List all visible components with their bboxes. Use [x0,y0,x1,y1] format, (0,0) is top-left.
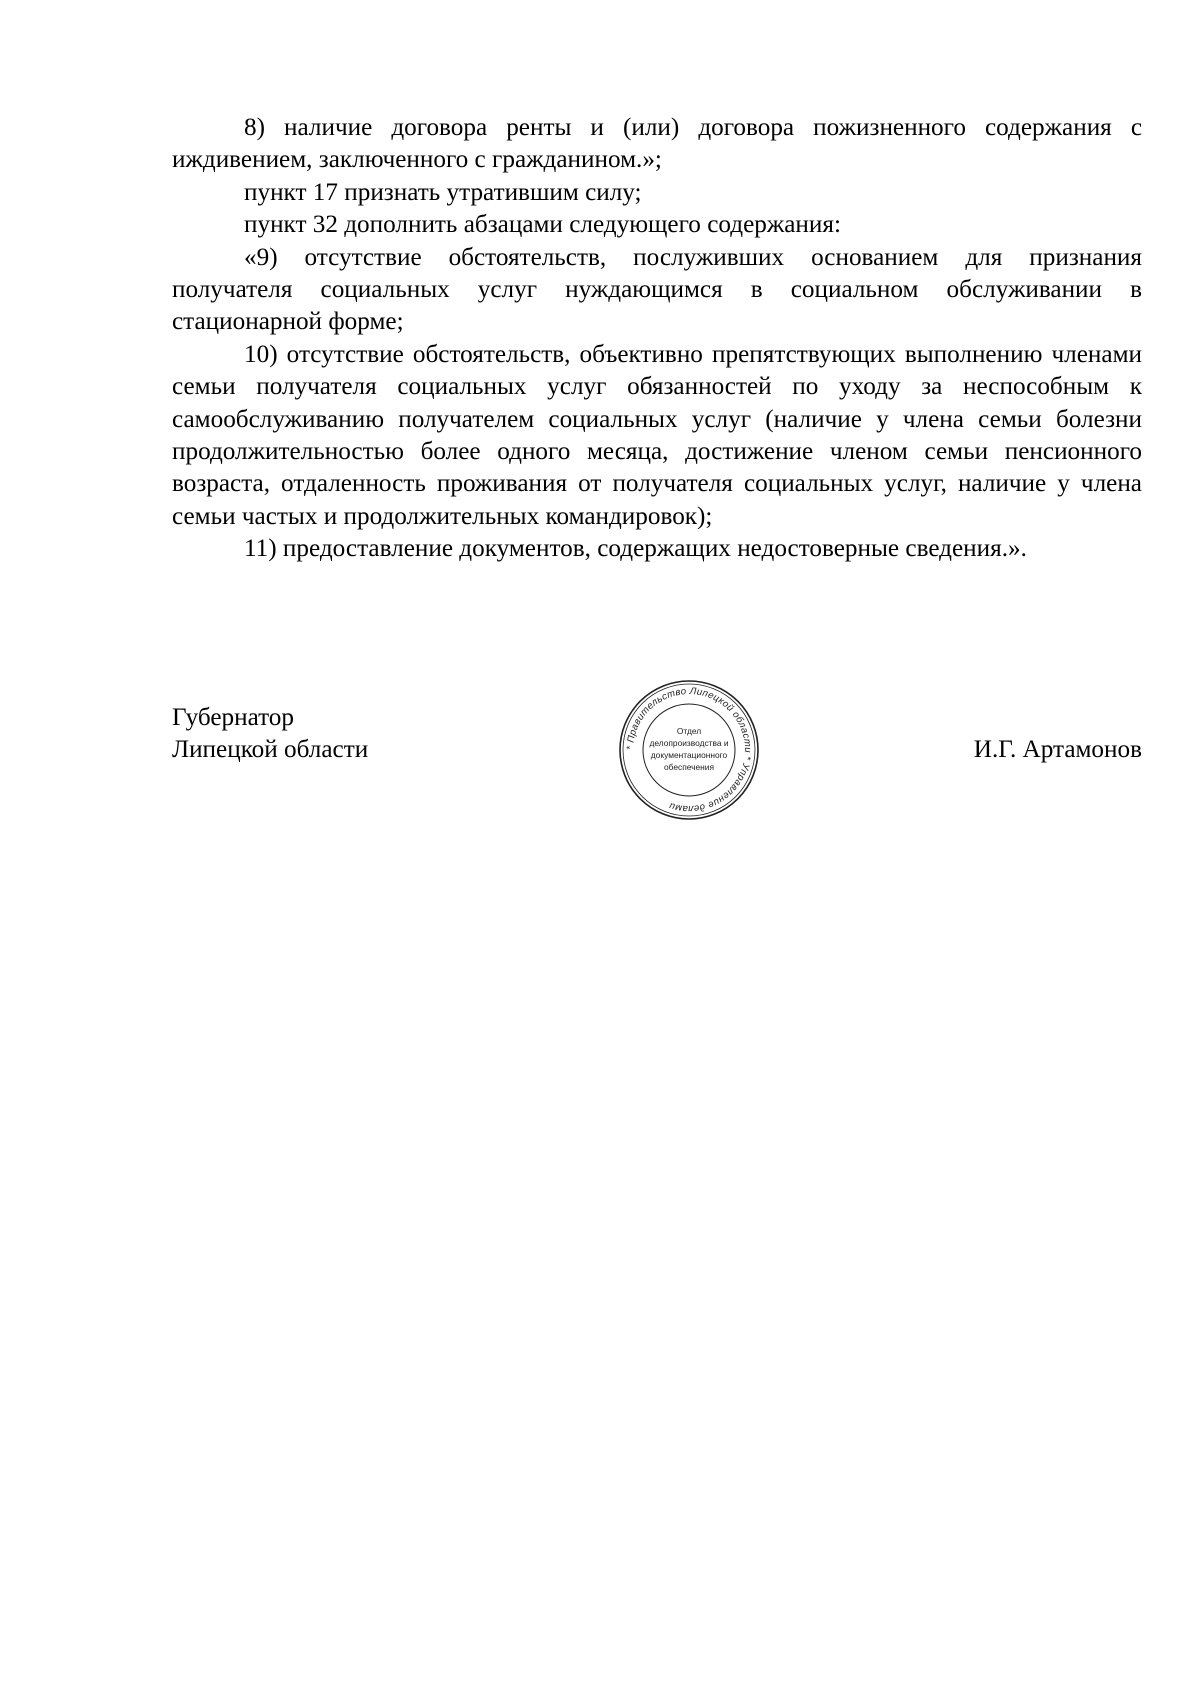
seal-inner-line-4: обеспечения [664,762,714,772]
paragraph-point-32: пункт 32 дополнить абзацами следующего содержания: [244,211,841,239]
document-body [172,112,1142,566]
seal-ring-text: * Правительство Липецкой области * Управление делами [624,685,754,815]
seal-icon [617,678,761,822]
official-seal-stamp [617,678,761,822]
seal-inner-line-3: документационного [650,750,728,760]
signatory-name: И.Г. Артамонов [973,736,1142,763]
paragraph-item-11: 11) предоставление документов, содержащих недостоверные сведения.». [244,535,1027,563]
seal-inner-line-2: делопроизводства и [649,738,729,748]
paragraph-item-10: 10) отсутствие обстоятельств, объективно препятствующих выполнению членами семьи получателя социальных услуг обязанностей по уходу за неспособным к самообслуживанию получателем социальных услуг (наличие у члена семьи болезни продолжительностью более одного месяца, достижение членом семьи пенсионного возраста, отдаленность проживания от получателя социальных услуг, наличие у члена семьи частых и продолжительных командировок); [172,340,1142,530]
paragraph-point-17: пункт 17 признать утратившим силу; [244,178,642,206]
seal-inner-line-1: Отдел [676,726,702,736]
signatory-position [172,702,368,767]
position-line-1: Губернатор [172,704,294,731]
paragraph-item-8: 8) наличие договора ренты и (или) договора пожизненного содержания с иждивением, заключенного с гражданином.»; [172,114,1142,174]
paragraph-item-9: «9) отсутствие обстоятельств, послуживших основанием для признания получателя социальных услуг нуждающимся в социальном обслуживании в стационарной форме; [172,243,1142,336]
position-line-2: Липецкой области [172,736,369,764]
